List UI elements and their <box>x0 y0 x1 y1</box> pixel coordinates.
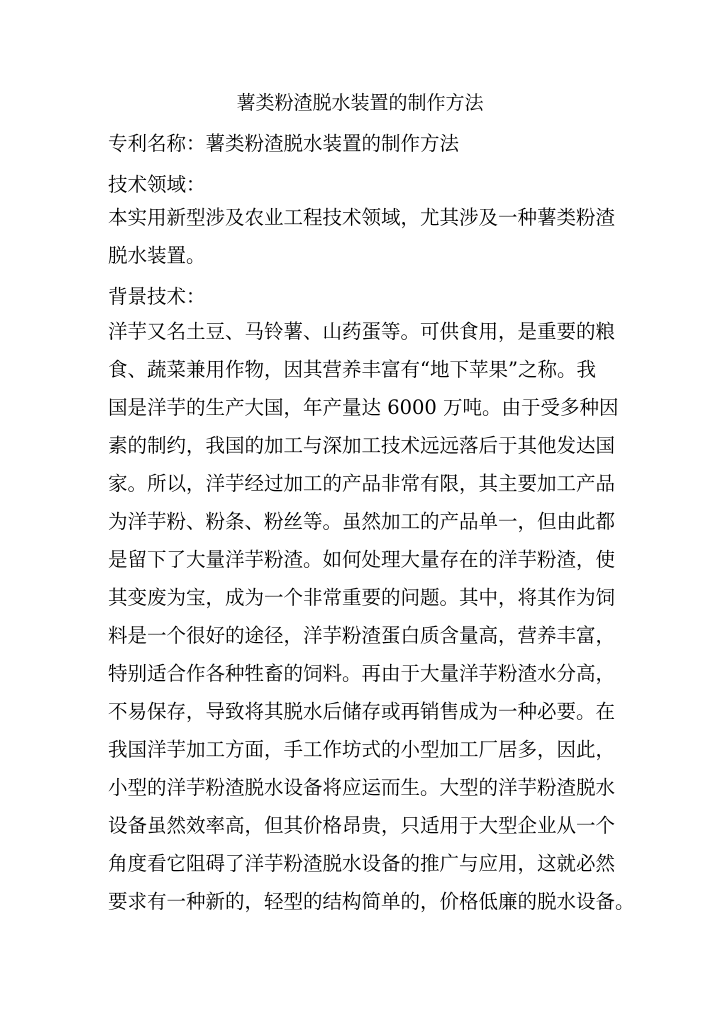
background-heading: 背景技术： <box>108 285 206 308</box>
background-line: 家。所以，洋芋经过加工的产品非常有限，其主要加工产品 <box>108 472 616 495</box>
background-line: 设备虽然效率高，但其价格昂贵，只适用于大型企业从一个 <box>108 814 616 837</box>
background-line: 国是洋芋的生产大国，年产量达 6000 万吨。由于受多种因 <box>108 396 619 419</box>
background-line: 特别适合作各种牲畜的饲料。再由于大量洋芋粉渣水分高， <box>108 662 616 685</box>
patent-name-line: 专利名称：薯类粉渣脱水装置的制作方法 <box>108 132 460 155</box>
background-line: 要求有一种新的，轻型的结构简单的，价格低廉的脱水设备。 <box>108 890 635 913</box>
background-line: 是留下了大量洋芋粉渣。如何处理大量存在的洋芋粉渣，使 <box>108 548 616 571</box>
background-line: 食、蔬菜兼用作物，因其营养丰富有“地下苹果”之称。我 <box>108 358 596 381</box>
background-line: 不易保存，导致将其脱水后储存或再销售成为一种必要。在 <box>108 700 616 723</box>
background-line: 素的制约，我国的加工与深加工技术远远落后于其他发达国 <box>108 434 616 457</box>
background-line: 料是一个很好的途径，洋芋粉渣蛋白质含量高，营养丰富， <box>108 624 616 647</box>
background-line: 其变废为宝，成为一个非常重要的问题。其中，将其作为饲 <box>108 586 616 609</box>
background-line: 小型的洋芋粉渣脱水设备将应运而生。大型的洋芋粉渣脱水 <box>108 776 616 799</box>
tech-field-heading: 技术领域： <box>108 173 206 196</box>
background-line: 为洋芋粉、粉条、粉丝等。虽然加工的产品单一，但由此都 <box>108 510 616 533</box>
tech-field-line: 脱水装置。 <box>108 244 206 267</box>
background-line: 角度看它阻碍了洋芋粉渣脱水设备的推广与应用，这就必然 <box>108 852 616 875</box>
tech-field-line: 本实用新型涉及农业工程技术领域，尤其涉及一种薯类粉渣 <box>108 206 616 229</box>
background-line: 我国洋芋加工方面，手工作坊式的小型加工厂居多，因此， <box>108 738 616 761</box>
document-title: 薯类粉渣脱水装置的制作方法 <box>236 92 484 114</box>
background-line: 洋芋又名土豆、马铃薯、山药蛋等。可供食用，是重要的粮 <box>108 320 616 343</box>
